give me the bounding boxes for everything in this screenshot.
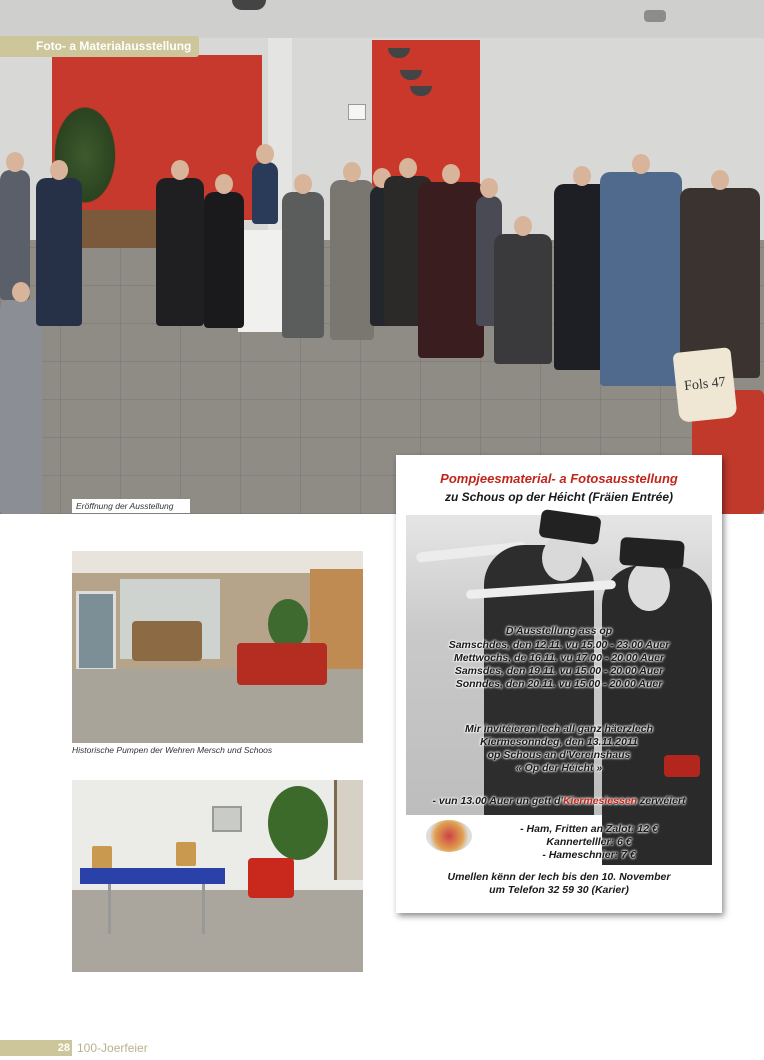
person bbox=[204, 192, 244, 328]
red-motor-pump bbox=[248, 858, 294, 898]
seated-person bbox=[494, 234, 552, 364]
page-number: 28 bbox=[0, 1040, 72, 1056]
exhibition-poster bbox=[396, 455, 722, 913]
contact-line: Umellen kënn der Iech bis den 10. November bbox=[447, 871, 671, 883]
invite-line: op Schous an d'Vereinshaus bbox=[487, 749, 631, 761]
person bbox=[330, 180, 374, 340]
cap bbox=[619, 537, 685, 569]
person bbox=[282, 192, 324, 338]
plant bbox=[268, 786, 328, 860]
lunch-suffix: zerwéiert bbox=[637, 795, 686, 807]
menu-line: - Ham, Fritten an Zalot: 12 € bbox=[520, 823, 658, 835]
blue-display-table bbox=[80, 868, 225, 884]
door bbox=[76, 591, 116, 671]
hand-pump-cart bbox=[132, 621, 202, 661]
face bbox=[628, 561, 670, 611]
person bbox=[418, 182, 484, 358]
red-pump-cart bbox=[237, 643, 327, 685]
floor bbox=[72, 890, 363, 972]
table-leg bbox=[108, 884, 111, 934]
historic-pumps-photo bbox=[72, 551, 363, 743]
publication-name: 100-Joerfeier bbox=[77, 1041, 148, 1055]
schedule-line: Mettwochs, de 16.11. vu 17.00 - 20.00 Auer bbox=[453, 652, 665, 664]
invite-line: « Op der Héicht » bbox=[515, 762, 603, 774]
person bbox=[0, 300, 42, 514]
opening-photo bbox=[0, 0, 764, 514]
plant bbox=[268, 599, 308, 649]
schedule-line: Samsdes, den 19.11. vu 15.00 - 20.00 Auer bbox=[454, 665, 664, 677]
menu-line: - Hameschnier: 7 € bbox=[542, 849, 636, 861]
ceiling-lamp bbox=[232, 0, 266, 10]
invite-line: Mir invitéieren Iech all ganz häerzlech bbox=[465, 723, 653, 735]
person bbox=[36, 178, 82, 326]
menu-line: Kannertelller: 6 € bbox=[546, 836, 632, 848]
poster-subtitle: zu Schous op der Héicht (Fräien Entrée) bbox=[444, 490, 674, 504]
opening-photo-caption: Eröffnung der Ausstellung bbox=[72, 499, 190, 513]
door bbox=[334, 780, 363, 880]
person bbox=[600, 172, 682, 386]
restroom-sign bbox=[348, 104, 366, 120]
equipment-box bbox=[176, 842, 196, 866]
historic-pumps-caption: Historische Pumpen der Wehren Mersch und Schoos bbox=[72, 745, 273, 755]
schedule-line: Sonndes, den 20.11. vu 15.00 - 20.00 Auer bbox=[455, 678, 663, 690]
invite-line: Kiermesonndeg, den 13.11.2011 bbox=[480, 736, 638, 748]
firefighter-figure bbox=[602, 565, 712, 865]
contact-line: um Telefon 32 59 30 (Karier) bbox=[489, 884, 629, 896]
lunch-line bbox=[396, 795, 722, 808]
equipment-box bbox=[92, 846, 112, 870]
table-leg bbox=[202, 884, 205, 934]
hanging-bag-tag: Fols 47 bbox=[673, 347, 738, 423]
schedule-heading: D'Ausstellung ass op bbox=[505, 625, 613, 637]
section-label: Foto- a Materialausstellung bbox=[0, 36, 199, 57]
statue-figure bbox=[252, 162, 278, 224]
lunch-highlight: Kiermesiessen bbox=[562, 795, 638, 807]
poster-title: Pompjeesmaterial- a Fotosausstellung bbox=[440, 471, 678, 486]
equipment-display-photo bbox=[72, 780, 363, 972]
page-footer bbox=[0, 1040, 764, 1060]
wooden-table bbox=[78, 210, 158, 248]
schedule-line: Samschdes, den 12.11. vu 15.00 - 23.00 Auer bbox=[448, 639, 670, 651]
wall-picture bbox=[212, 806, 242, 832]
person bbox=[156, 178, 204, 326]
ceiling-vent bbox=[644, 10, 666, 22]
lunch-prefix: - vun 13.00 Auer un gett d' bbox=[432, 795, 563, 807]
display-pedestal bbox=[238, 230, 284, 332]
person bbox=[0, 170, 30, 300]
